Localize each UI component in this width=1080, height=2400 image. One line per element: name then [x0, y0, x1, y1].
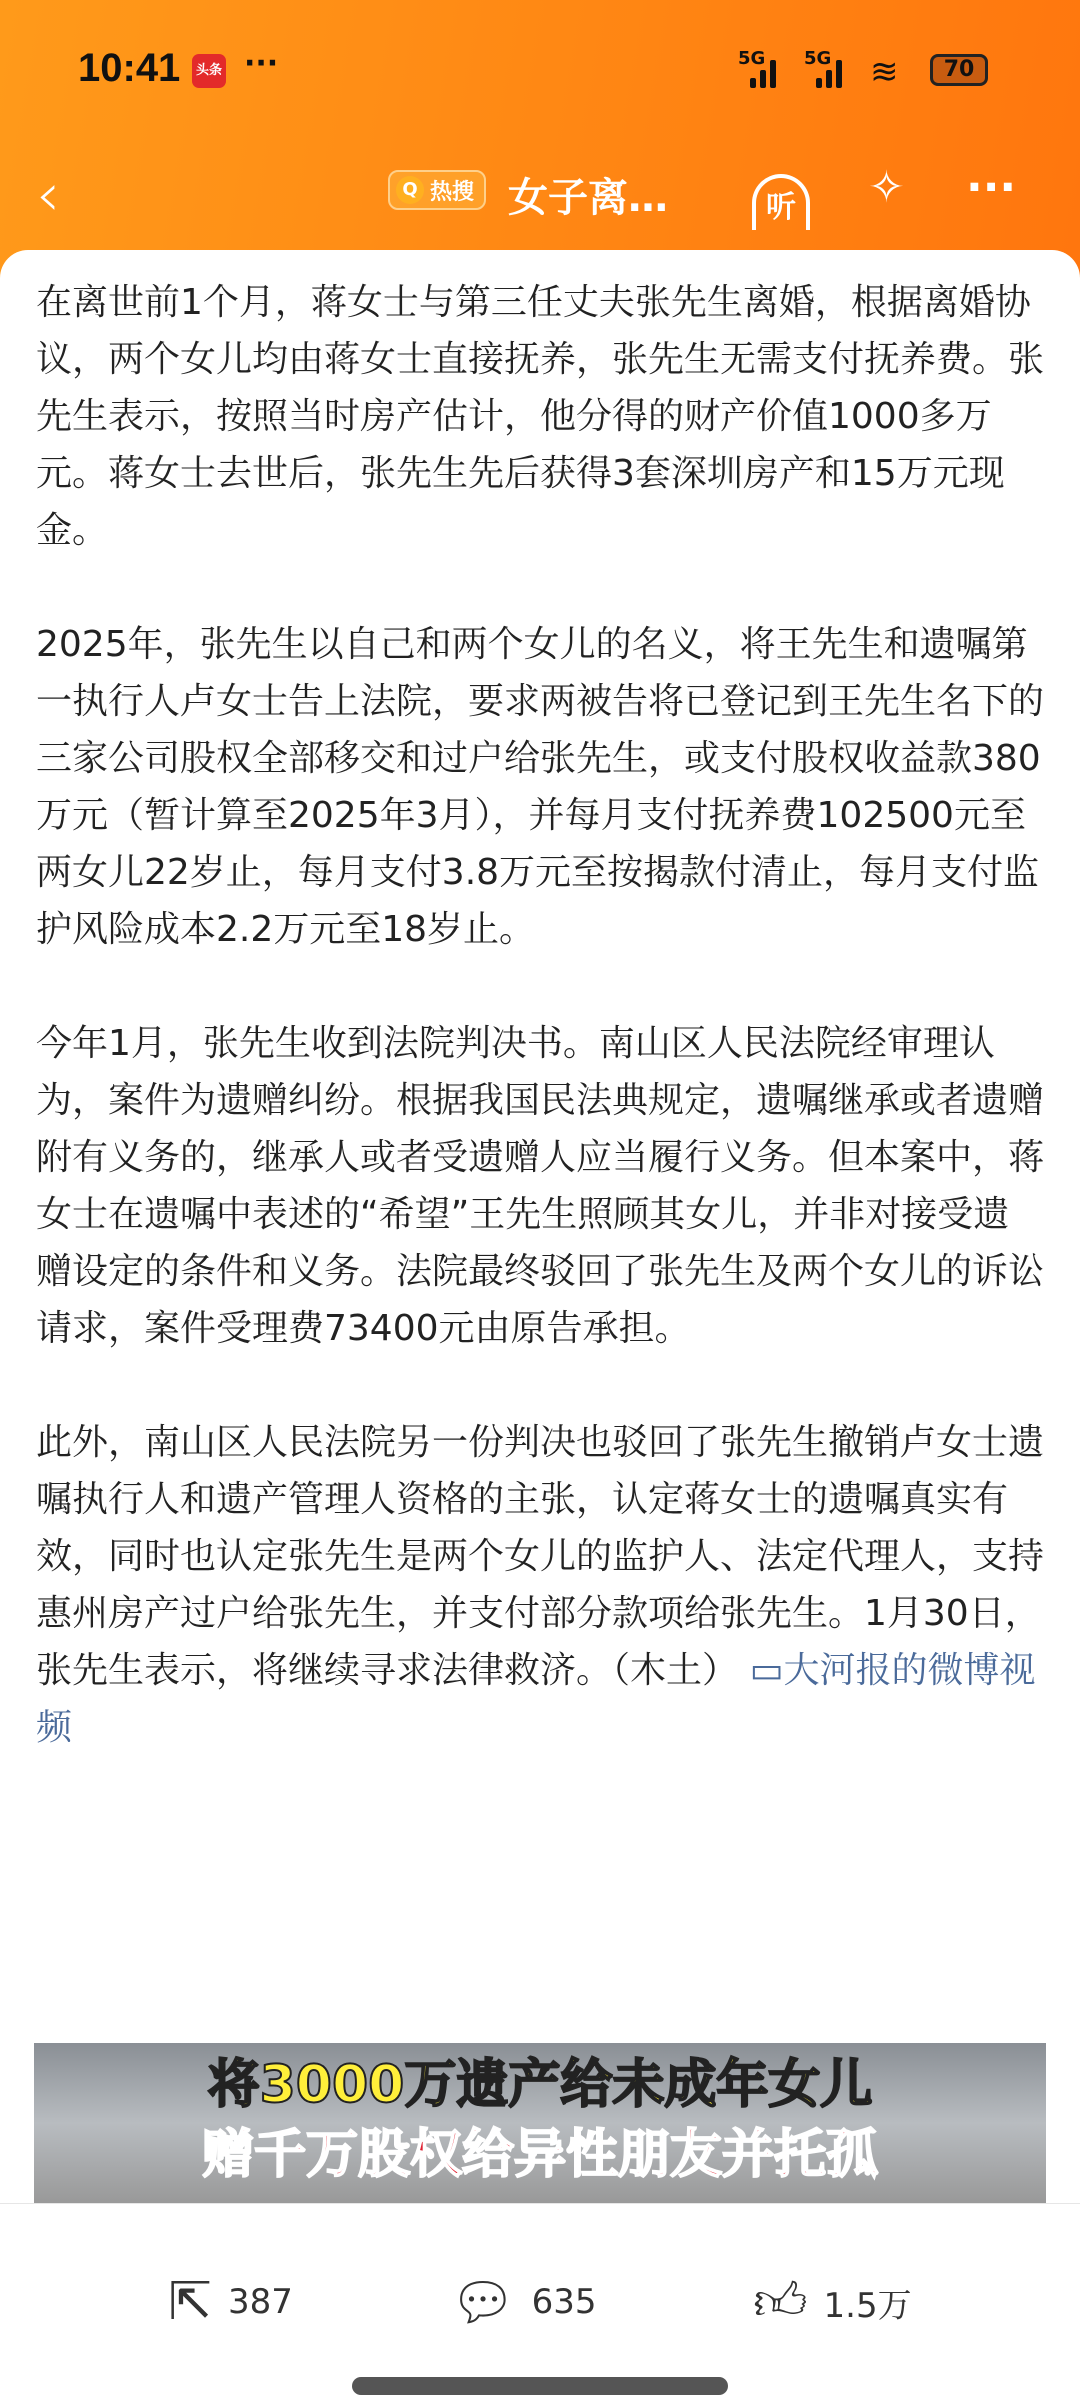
search-icon: Q	[396, 176, 424, 204]
status-bar	[0, 0, 1080, 140]
thumbs-up-icon: 👍︎	[753, 2272, 808, 2332]
more-notifications-icon: ···	[244, 46, 279, 81]
listen-button[interactable]: 听	[752, 174, 810, 230]
more-options-icon[interactable]: ···	[966, 162, 1017, 213]
article-body	[36, 274, 1044, 1756]
hot-search-badge[interactable]	[388, 170, 486, 210]
video-thumbnail[interactable]	[34, 2043, 1046, 2203]
action-bar	[0, 2203, 1080, 2400]
wifi-icon: ≋	[870, 52, 899, 92]
video-caption-2: 赠千万股权给异性朋友并托孤	[201, 2125, 878, 2185]
share-icon: ⇱	[168, 2272, 212, 2332]
page-title: 女子离…	[508, 175, 668, 221]
like-button[interactable]	[753, 2271, 911, 2333]
ai-search-icon[interactable]: ✧	[868, 162, 905, 213]
signal-label-2: 5G	[804, 48, 832, 69]
clock: 10:41	[78, 46, 181, 90]
top-nav	[0, 140, 1080, 250]
back-button[interactable]: ‹	[36, 160, 60, 230]
comment-button[interactable]	[450, 2272, 597, 2333]
article-card	[0, 250, 1080, 2400]
paragraph-text: 此外，南山区人民法院另一份判决也驳回了张先生撤销卢女士遗嘱执行人和遗产管理人资格的主张，认定蒋女士的遗嘱真实有效，同时也认定张先生是两个女儿的监护人、法定代理人，支持惠州房产过户给张先生，并支付部分款项给张先生。1月30日，张先生表示，将继续寻求法律救济。（木土）	[36, 1422, 1045, 1691]
hot-label: 热搜	[430, 179, 475, 205]
video-link-icon: ▭	[749, 1650, 784, 1691]
paragraph-last	[36, 1414, 1044, 1756]
home-indicator[interactable]	[352, 2377, 728, 2395]
share-count: 387	[227, 2282, 293, 2322]
toutiao-app-icon: 头条	[192, 54, 226, 88]
like-count: 1.5万	[823, 2285, 912, 2326]
paragraph: 2025年，张先生以自己和两个女儿的名义，将王先生和遗嘱第一执行人卢女士告上法院，要求两被告将已登记到王先生名下的三家公司股权全部移交和过户给张先生，或支付股权收益款380万元（暂计算至2025年3月），并每月支付抚养费102500元至两女儿22岁止，每月支付3.8万元至按揭款付清止，每月支付监护风险成本2.2万元至18岁止。	[36, 624, 1045, 950]
battery-icon: 70	[930, 54, 988, 86]
paragraph: 在离世前1个月，蒋女士与第三任丈夫张先生离婚，根据离婚协议，两个女儿均由蒋女士直接抚养，张先生无需支付抚养费。张先生表示，按照当时房产估计，他分得的财产价值1000多万元。蒋女士去世后，张先生先后获得3套深圳房产和15万元现金。	[36, 282, 1045, 551]
video-link-label: 大河报的微博视频	[36, 1650, 1036, 1748]
signal-label-1: 5G	[738, 48, 766, 69]
comment-count: 635	[531, 2282, 597, 2322]
video-caption-1: 将3000万遗产给未成年女儿	[207, 2055, 873, 2115]
share-button[interactable]	[168, 2272, 292, 2332]
comment-icon: 💬︎	[449, 2272, 516, 2333]
signal-1-icon	[750, 60, 776, 88]
paragraph: 今年1月，张先生收到法院判决书。南山区人民法院经审理认为，案件为遗赠纠纷。根据我国民法典规定，遗嘱继承或者遗赠附有义务的，继承人或者受遗赠人应当履行义务。但本案中，蒋女士在遗嘱中表述的“希望”王先生照顾其女儿，并非对接受遗赠设定的条件和义务。法院最终驳回了张先生及两个女儿的诉讼请求，案件受理费73400元由原告承担。	[36, 1023, 1045, 1349]
signal-2-icon	[816, 60, 842, 88]
